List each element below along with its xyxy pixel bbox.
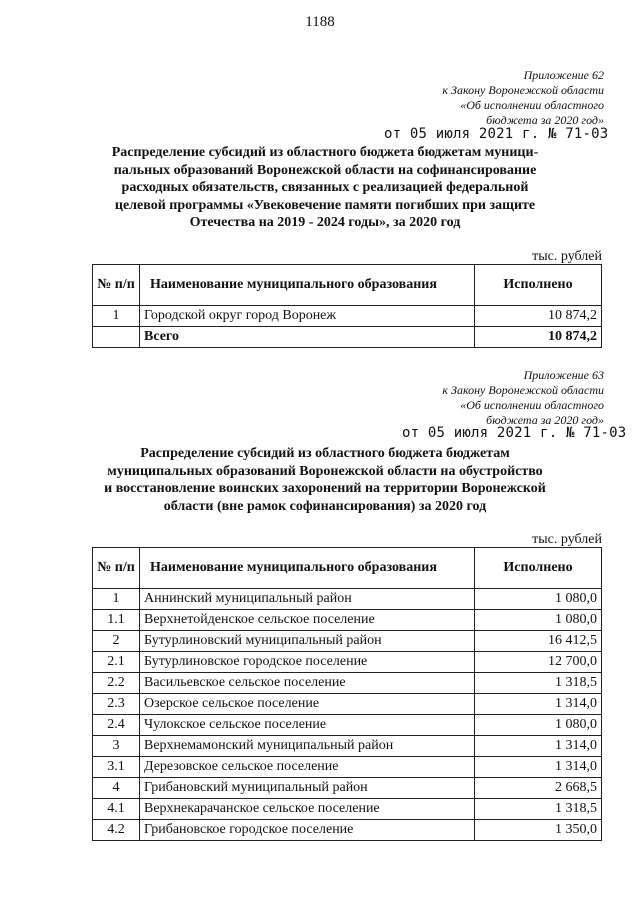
row-value: 1 080,0 [475, 715, 602, 736]
subsidy-table-62 [92, 264, 602, 348]
row-number-empty [93, 327, 140, 348]
table-header-row [93, 548, 602, 589]
row-name: Грибановское городское поселение [140, 820, 475, 841]
section-63-title [90, 445, 560, 515]
appendix-line: Приложение 63 [523, 368, 604, 382]
appendix-line: к Закону Воронежской области [442, 383, 604, 397]
row-number: 3 [93, 736, 140, 757]
row-number: 2.4 [93, 715, 140, 736]
appendix-line: «Об исполнении областного [460, 398, 604, 412]
row-name: Городской округ город Воронеж [140, 306, 475, 327]
row-name: Чулокское сельское поселение [140, 715, 475, 736]
col-header-name: Наименование муниципального образования [140, 265, 475, 306]
row-number: 2.3 [93, 694, 140, 715]
table-row [93, 652, 602, 673]
title-line: Распределение субсидий из областного бюджета бюджетам муници- [111, 145, 539, 160]
subsidy-table-63 [92, 547, 602, 841]
col-header-number: № п/п [93, 548, 140, 589]
table-header-row [93, 265, 602, 306]
row-value: 2 668,5 [475, 778, 602, 799]
row-value: 1 350,0 [475, 820, 602, 841]
row-number: 2.1 [93, 652, 140, 673]
table-row [93, 694, 602, 715]
appendix-line: бюджета за 2020 год» [486, 413, 604, 427]
appendix-62-reference [442, 68, 604, 128]
row-name: Бутурлиновский муниципальный район [140, 631, 475, 652]
row-value: 16 412,5 [475, 631, 602, 652]
row-number: 4.2 [93, 820, 140, 841]
appendix-line: Приложение 62 [523, 68, 604, 82]
appendix-63-reference [442, 368, 604, 428]
appendix-line: к Закону Воронежской области [442, 83, 604, 97]
section-62-title [90, 144, 560, 232]
row-number: 1.1 [93, 610, 140, 631]
title-line: Распределение субсидий из областного бюджета бюджетам [140, 446, 510, 461]
table-row [93, 631, 602, 652]
row-number: 2 [93, 631, 140, 652]
row-name: Васильевское сельское поселение [140, 673, 475, 694]
row-name: Верхнетойденское сельское поселение [140, 610, 475, 631]
row-value: 10 874,2 [475, 306, 602, 327]
table-row [93, 306, 602, 327]
row-value: 1 314,0 [475, 694, 602, 715]
row-name: Аннинский муниципальный район [140, 589, 475, 610]
table-total-row [93, 327, 602, 348]
row-value: 1 080,0 [475, 589, 602, 610]
table-row [93, 610, 602, 631]
row-name: Верхнекарачанское сельское поселение [140, 799, 475, 820]
row-value: 1 318,5 [475, 799, 602, 820]
row-number: 2.2 [93, 673, 140, 694]
units-label: тыс. рублей [532, 532, 602, 547]
appendix-line: бюджета за 2020 год» [486, 113, 604, 127]
table-row [93, 736, 602, 757]
row-value: 12 700,0 [475, 652, 602, 673]
col-header-name: Наименование муниципального образования [140, 548, 475, 589]
row-name: Озерское сельское поселение [140, 694, 475, 715]
title-line: пальных образований Воронежской области на софинансирование [113, 162, 537, 178]
law-date-stamp: от 05 июля 2021 г. № 71-03 [384, 126, 609, 142]
row-value: 1 318,5 [475, 673, 602, 694]
title-line: и восстановление воинских захоронений на территории Воронежской [104, 481, 546, 496]
row-name: Грибановский муниципальный район [140, 778, 475, 799]
col-header-number: № п/п [93, 265, 140, 306]
table-row [93, 778, 602, 799]
row-value: 1 314,0 [475, 757, 602, 778]
table-row [93, 589, 602, 610]
row-name: Бутурлиновское городское поселение [140, 652, 475, 673]
table-row [93, 715, 602, 736]
row-number: 1 [93, 306, 140, 327]
title-line: области (вне рамок софинансирования) за 2020 год [163, 498, 487, 514]
row-name: Верхнемамонский муниципальный район [140, 736, 475, 757]
table-row [93, 673, 602, 694]
total-label: Всего [140, 327, 475, 348]
law-date-stamp: от 05 июля 2021 г. № 71-03 [402, 425, 627, 441]
title-line: целевой программы «Увековечение памяти погибших при защите [114, 197, 536, 213]
row-number: 3.1 [93, 757, 140, 778]
col-header-executed: Исполнено [475, 265, 602, 306]
page-number: 1188 [305, 14, 335, 30]
row-number: 4.1 [93, 799, 140, 820]
title-line: расходных обязательств, связанных с реализацией федеральной [121, 180, 529, 195]
row-value: 1 314,0 [475, 736, 602, 757]
col-header-executed: Исполнено [475, 548, 602, 589]
table-row [93, 820, 602, 841]
row-name: Дерезовское сельское поселение [140, 757, 475, 778]
units-label: тыс. рублей [532, 249, 602, 264]
table-row [93, 799, 602, 820]
row-number: 4 [93, 778, 140, 799]
row-number: 1 [93, 589, 140, 610]
title-line: Отечества на 2019 - 2024 годы», за 2020 год [189, 215, 461, 230]
table-row [93, 757, 602, 778]
appendix-line: «Об исполнении областного [460, 98, 604, 112]
row-value: 1 080,0 [475, 610, 602, 631]
title-line: муниципальных образований Воронежской области на обустройство [107, 463, 543, 479]
total-value: 10 874,2 [475, 327, 602, 348]
